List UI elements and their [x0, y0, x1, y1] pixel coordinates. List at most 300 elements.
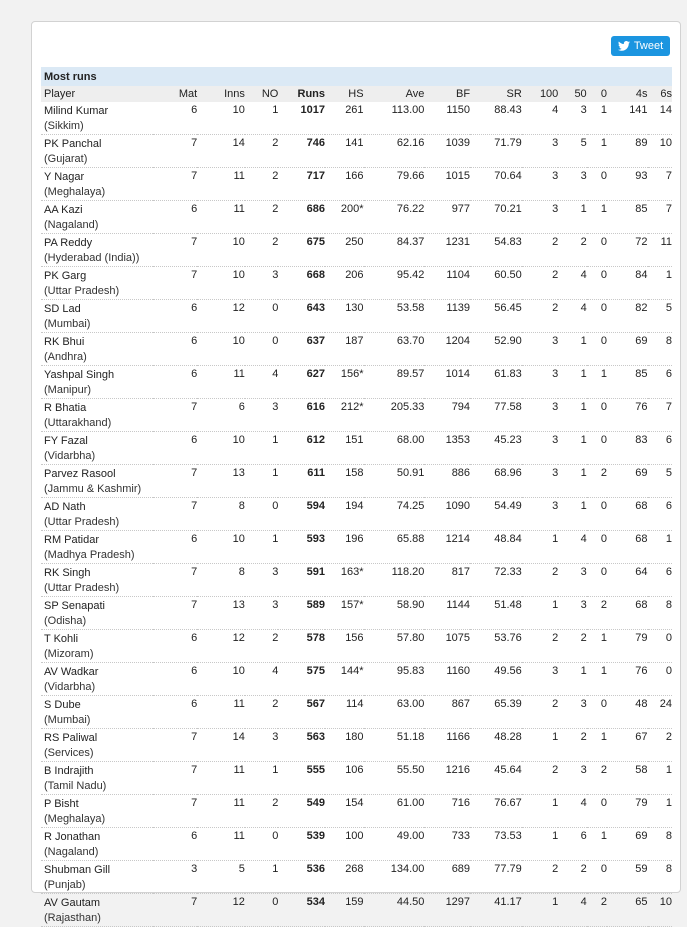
table-title: Most runs [41, 67, 672, 86]
player-team: (Jammu & Kashmir) [44, 483, 142, 495]
hs-cell: 156 [325, 630, 364, 663]
sixes-cell: 0 [648, 630, 672, 663]
player-team: (Mizoram) [44, 648, 94, 660]
column-header-inns[interactable]: Inns [197, 86, 245, 102]
player-cell [41, 168, 153, 201]
fours-cell: 141 [607, 102, 648, 135]
player-team: (Gujarat) [44, 153, 88, 165]
no-cell: 1 [245, 432, 278, 465]
sr-cell: 65.39 [470, 696, 522, 729]
player-team: (Uttar Pradesh) [44, 285, 120, 297]
player-team: (Uttar Pradesh) [44, 582, 120, 594]
ave-cell: 113.00 [364, 102, 425, 135]
bf-cell: 733 [424, 828, 470, 861]
inns-cell: 11 [197, 696, 245, 729]
fours-cell: 48 [607, 696, 648, 729]
stats-card [31, 21, 681, 924]
hs-cell: 106 [325, 762, 364, 795]
player-name-link[interactable]: AV Gautam [44, 897, 101, 909]
player-team: (Uttarakhand) [44, 417, 112, 429]
player-cell [41, 465, 153, 498]
column-header-ave[interactable]: Ave [364, 86, 425, 102]
ave-cell: 58.90 [364, 597, 425, 630]
player-name-link[interactable]: Parvez Rasool [44, 468, 116, 480]
runs-cell: 563 [278, 729, 325, 762]
sr-cell: 76.67 [470, 795, 522, 828]
fours-cell: 65 [607, 894, 648, 927]
no-cell: 3 [245, 597, 278, 630]
ave-cell: 84.37 [364, 234, 425, 267]
sr-cell: 77.58 [470, 399, 522, 432]
fifties-cell: 2 [558, 630, 586, 663]
hundreds-cell: 1 [522, 894, 559, 927]
player-team: (Nagaland) [44, 846, 99, 858]
ave-cell: 95.42 [364, 267, 425, 300]
hs-cell: 196 [325, 531, 364, 564]
sixes-cell: 1 [648, 795, 672, 828]
ave-cell: 55.50 [364, 762, 425, 795]
inns-cell: 10 [197, 234, 245, 267]
tweet-label: Tweet [633, 40, 664, 52]
column-header-sr[interactable]: SR [470, 86, 522, 102]
fours-cell: 68 [607, 597, 648, 630]
sr-cell: 48.84 [470, 531, 522, 564]
mat-cell: 7 [153, 564, 198, 597]
runs-cell: 567 [278, 696, 325, 729]
player-name-link[interactable]: T Kohli [44, 633, 79, 645]
mat-cell: 7 [153, 234, 198, 267]
ducks-cell: 0 [587, 498, 607, 531]
ducks-cell: 1 [587, 135, 607, 168]
ave-cell: 57.80 [364, 630, 425, 663]
ave-cell: 95.83 [364, 663, 425, 696]
runs-cell: 555 [278, 762, 325, 795]
ducks-cell: 0 [587, 267, 607, 300]
hundreds-cell: 1 [522, 597, 559, 630]
ducks-cell: 2 [587, 762, 607, 795]
column-header-0[interactable]: 0 [587, 86, 607, 102]
ducks-cell: 0 [587, 564, 607, 597]
player-name-link[interactable]: SD Lad [44, 303, 81, 315]
ducks-cell: 0 [587, 399, 607, 432]
sixes-cell: 8 [648, 861, 672, 894]
sixes-cell: 0 [648, 663, 672, 696]
bf-cell: 1231 [424, 234, 470, 267]
no-cell: 4 [245, 663, 278, 696]
ave-cell: 134.00 [364, 861, 425, 894]
no-cell: 0 [245, 300, 278, 333]
table-row [41, 102, 672, 135]
hundreds-cell: 3 [522, 333, 559, 366]
no-cell: 3 [245, 399, 278, 432]
ducks-cell: 1 [587, 828, 607, 861]
column-header-player[interactable]: Player [41, 86, 153, 102]
ave-cell: 68.00 [364, 432, 425, 465]
bf-cell: 1166 [424, 729, 470, 762]
no-cell: 0 [245, 828, 278, 861]
fifties-cell: 3 [558, 597, 586, 630]
column-header-50[interactable]: 50 [558, 86, 586, 102]
sixes-cell: 1 [648, 531, 672, 564]
player-name-link[interactable]: RK Singh [44, 567, 91, 579]
fours-cell: 85 [607, 366, 648, 399]
mat-cell: 3 [153, 861, 198, 894]
fifties-cell: 1 [558, 201, 586, 234]
bf-cell: 1039 [424, 135, 470, 168]
inns-cell: 12 [197, 630, 245, 663]
player-team: (Punjab) [44, 879, 86, 891]
hundreds-cell: 1 [522, 828, 559, 861]
runs-cell: 746 [278, 135, 325, 168]
ducks-cell: 0 [587, 531, 607, 564]
player-team: (Rajasthan) [44, 912, 101, 924]
player-cell [41, 696, 153, 729]
sixes-cell: 2 [648, 729, 672, 762]
hundreds-cell: 2 [522, 300, 559, 333]
fifties-cell: 1 [558, 333, 586, 366]
player-name-link[interactable]: SP Senapati [44, 600, 105, 612]
column-header-no[interactable]: NO [245, 86, 278, 102]
table-caption-row [41, 67, 672, 86]
ducks-cell: 0 [587, 333, 607, 366]
sixes-cell: 10 [648, 135, 672, 168]
player-team: (Manipur) [44, 384, 92, 396]
player-cell [41, 333, 153, 366]
hs-cell: 194 [325, 498, 364, 531]
player-team: (Mumbai) [44, 714, 91, 726]
bf-cell: 1216 [424, 762, 470, 795]
column-header-runs[interactable]: Runs [278, 86, 325, 102]
fours-cell: 69 [607, 828, 648, 861]
player-team: (Tamil Nadu) [44, 780, 107, 792]
inns-cell: 10 [197, 663, 245, 696]
player-cell [41, 564, 153, 597]
table-header-row [41, 86, 672, 102]
twitter-bird-icon [618, 41, 630, 51]
player-name-link[interactable]: Shubman Gill [44, 864, 111, 876]
column-header-100[interactable]: 100 [522, 86, 559, 102]
mat-cell: 6 [153, 630, 198, 663]
player-name-link[interactable]: RK Bhui [44, 336, 85, 348]
inns-cell: 10 [197, 432, 245, 465]
player-cell [41, 135, 153, 168]
fifties-cell: 1 [558, 399, 586, 432]
mat-cell: 6 [153, 432, 198, 465]
fours-cell: 69 [607, 333, 648, 366]
runs-cell: 627 [278, 366, 325, 399]
no-cell: 2 [245, 135, 278, 168]
hundreds-cell: 2 [522, 267, 559, 300]
bf-cell: 1014 [424, 366, 470, 399]
inns-cell: 10 [197, 531, 245, 564]
fifties-cell: 3 [558, 102, 586, 135]
player-name-link[interactable]: PK Garg [44, 270, 87, 282]
hs-cell: 261 [325, 102, 364, 135]
table-row [41, 399, 672, 432]
fifties-cell: 2 [558, 729, 586, 762]
runs-cell: 668 [278, 267, 325, 300]
player-name-link[interactable]: RS Paliwal [44, 732, 98, 744]
fours-cell: 82 [607, 300, 648, 333]
player-cell [41, 432, 153, 465]
no-cell: 0 [245, 498, 278, 531]
hundreds-cell: 2 [522, 234, 559, 267]
mat-cell: 6 [153, 102, 198, 135]
table-row [41, 630, 672, 663]
fours-cell: 85 [607, 201, 648, 234]
inns-cell: 11 [197, 366, 245, 399]
inns-cell: 12 [197, 894, 245, 927]
runs-cell: 1017 [278, 102, 325, 135]
hundreds-cell: 2 [522, 630, 559, 663]
mat-cell: 6 [153, 531, 198, 564]
mat-cell: 7 [153, 795, 198, 828]
player-cell [41, 729, 153, 762]
hs-cell: 166 [325, 168, 364, 201]
player-team: (Hyderabad (India)) [44, 252, 140, 264]
player-team: (Sikkim) [44, 120, 84, 132]
table-row [41, 498, 672, 531]
runs-cell: 611 [278, 465, 325, 498]
sr-cell: 54.83 [470, 234, 522, 267]
sixes-cell: 8 [648, 597, 672, 630]
tweet-button[interactable] [611, 36, 670, 56]
sixes-cell: 7 [648, 399, 672, 432]
mat-cell: 7 [153, 135, 198, 168]
sr-cell: 88.43 [470, 102, 522, 135]
ave-cell: 205.33 [364, 399, 425, 432]
table-row [41, 432, 672, 465]
ave-cell: 63.70 [364, 333, 425, 366]
sixes-cell: 8 [648, 828, 672, 861]
hs-cell: 187 [325, 333, 364, 366]
ave-cell: 62.16 [364, 135, 425, 168]
bf-cell: 1075 [424, 630, 470, 663]
sr-cell: 77.79 [470, 861, 522, 894]
hundreds-cell: 2 [522, 762, 559, 795]
player-name-link[interactable]: Yashpal Singh [44, 369, 115, 381]
runs-cell: 578 [278, 630, 325, 663]
bf-cell: 1104 [424, 267, 470, 300]
hs-cell: 200* [325, 201, 364, 234]
sixes-cell: 7 [648, 168, 672, 201]
player-cell [41, 267, 153, 300]
player-cell [41, 234, 153, 267]
hs-cell: 130 [325, 300, 364, 333]
player-name-link[interactable]: Milind Kumar [44, 105, 109, 117]
player-name-link[interactable]: B Indrajith [44, 765, 94, 777]
mat-cell: 7 [153, 168, 198, 201]
fifties-cell: 3 [558, 168, 586, 201]
player-team: (Meghalaya) [44, 813, 106, 825]
table-row [41, 465, 672, 498]
ducks-cell: 0 [587, 696, 607, 729]
player-name-link[interactable]: RM Patidar [44, 534, 100, 546]
player-team: (Uttar Pradesh) [44, 516, 120, 528]
bf-cell: 867 [424, 696, 470, 729]
player-name-link[interactable]: FY Fazal [44, 435, 88, 447]
inns-cell: 6 [197, 399, 245, 432]
table-row [41, 366, 672, 399]
player-team: (Mumbai) [44, 318, 91, 330]
bf-cell: 1204 [424, 333, 470, 366]
ducks-cell: 0 [587, 300, 607, 333]
mat-cell: 7 [153, 762, 198, 795]
bf-cell: 1353 [424, 432, 470, 465]
sr-cell: 70.64 [470, 168, 522, 201]
ave-cell: 89.57 [364, 366, 425, 399]
mat-cell: 6 [153, 300, 198, 333]
fours-cell: 68 [607, 531, 648, 564]
mat-cell: 6 [153, 663, 198, 696]
bf-cell: 1150 [424, 102, 470, 135]
player-name-link[interactable]: AV Wadkar [44, 666, 99, 678]
bf-cell: 1160 [424, 663, 470, 696]
hundreds-cell: 3 [522, 465, 559, 498]
runs-cell: 594 [278, 498, 325, 531]
runs-cell: 536 [278, 861, 325, 894]
inns-cell: 11 [197, 795, 245, 828]
player-cell [41, 531, 153, 564]
table-row [41, 597, 672, 630]
fifties-cell: 6 [558, 828, 586, 861]
bf-cell: 689 [424, 861, 470, 894]
table-row [41, 894, 672, 927]
bf-cell: 794 [424, 399, 470, 432]
ducks-cell: 2 [587, 465, 607, 498]
player-cell [41, 102, 153, 135]
player-cell [41, 828, 153, 861]
hundreds-cell: 2 [522, 564, 559, 597]
table-row [41, 696, 672, 729]
fifties-cell: 1 [558, 366, 586, 399]
fifties-cell: 1 [558, 498, 586, 531]
player-name-link[interactable]: AD Nath [44, 501, 86, 513]
player-name-link[interactable]: AA Kazi [44, 204, 83, 216]
column-header-hs[interactable]: HS [325, 86, 364, 102]
column-header-mat[interactable]: Mat [153, 86, 198, 102]
fifties-cell: 3 [558, 762, 586, 795]
sr-cell: 48.28 [470, 729, 522, 762]
player-name-link[interactable]: Y Nagar [44, 171, 85, 183]
hundreds-cell: 2 [522, 861, 559, 894]
hs-cell: 144* [325, 663, 364, 696]
no-cell: 1 [245, 531, 278, 564]
sixes-cell: 24 [648, 696, 672, 729]
no-cell: 0 [245, 894, 278, 927]
table-row [41, 234, 672, 267]
ave-cell: 74.25 [364, 498, 425, 531]
hundreds-cell: 3 [522, 399, 559, 432]
fifties-cell: 4 [558, 894, 586, 927]
fours-cell: 84 [607, 267, 648, 300]
player-name-link[interactable]: S Dube [44, 699, 81, 711]
fours-cell: 67 [607, 729, 648, 762]
inns-cell: 11 [197, 201, 245, 234]
player-name-link[interactable]: R Jonathan [44, 831, 101, 843]
inns-cell: 8 [197, 564, 245, 597]
bf-cell: 1297 [424, 894, 470, 927]
sr-cell: 70.21 [470, 201, 522, 234]
bf-cell: 886 [424, 465, 470, 498]
player-cell [41, 762, 153, 795]
player-team: (Odisha) [44, 615, 87, 627]
fifties-cell: 4 [558, 267, 586, 300]
fours-cell: 58 [607, 762, 648, 795]
hundreds-cell: 3 [522, 663, 559, 696]
table-row [41, 828, 672, 861]
table-row [41, 201, 672, 234]
mat-cell: 7 [153, 267, 198, 300]
hs-cell: 157* [325, 597, 364, 630]
inns-cell: 8 [197, 498, 245, 531]
fours-cell: 79 [607, 795, 648, 828]
player-name-link[interactable]: PK Panchal [44, 138, 102, 150]
fifties-cell: 2 [558, 861, 586, 894]
bf-cell: 817 [424, 564, 470, 597]
inns-cell: 10 [197, 102, 245, 135]
sr-cell: 71.79 [470, 135, 522, 168]
inns-cell: 10 [197, 267, 245, 300]
sr-cell: 73.53 [470, 828, 522, 861]
player-cell [41, 861, 153, 894]
column-header-bf[interactable]: BF [424, 86, 470, 102]
inns-cell: 11 [197, 168, 245, 201]
runs-cell: 612 [278, 432, 325, 465]
column-header-6s[interactable]: 6s [648, 86, 672, 102]
runs-cell: 591 [278, 564, 325, 597]
sixes-cell: 14 [648, 102, 672, 135]
ave-cell: 50.91 [364, 465, 425, 498]
runs-cell: 534 [278, 894, 325, 927]
runs-cell: 675 [278, 234, 325, 267]
fifties-cell: 4 [558, 300, 586, 333]
hs-cell: 159 [325, 894, 364, 927]
ave-cell: 44.50 [364, 894, 425, 927]
sr-cell: 53.76 [470, 630, 522, 663]
sr-cell: 41.17 [470, 894, 522, 927]
ducks-cell: 2 [587, 597, 607, 630]
hs-cell: 212* [325, 399, 364, 432]
table-row [41, 531, 672, 564]
sr-cell: 45.23 [470, 432, 522, 465]
player-team: (Vidarbha) [44, 450, 96, 462]
no-cell: 2 [245, 201, 278, 234]
player-name-link[interactable]: P Bisht [44, 798, 79, 810]
sixes-cell: 8 [648, 333, 672, 366]
fours-cell: 69 [607, 465, 648, 498]
player-name-link[interactable]: PA Reddy [44, 237, 93, 249]
player-name-link[interactable]: R Bhatia [44, 402, 87, 414]
hundreds-cell: 3 [522, 432, 559, 465]
ave-cell: 49.00 [364, 828, 425, 861]
sr-cell: 68.96 [470, 465, 522, 498]
mat-cell: 6 [153, 828, 198, 861]
ducks-cell: 1 [587, 366, 607, 399]
column-header-4s[interactable]: 4s [607, 86, 648, 102]
fifties-cell: 3 [558, 696, 586, 729]
ducks-cell: 0 [587, 432, 607, 465]
fours-cell: 59 [607, 861, 648, 894]
ducks-cell: 2 [587, 894, 607, 927]
sixes-cell: 6 [648, 366, 672, 399]
table-row [41, 663, 672, 696]
mat-cell: 7 [153, 894, 198, 927]
inns-cell: 10 [197, 333, 245, 366]
inns-cell: 12 [197, 300, 245, 333]
hundreds-cell: 1 [522, 531, 559, 564]
table-row [41, 729, 672, 762]
